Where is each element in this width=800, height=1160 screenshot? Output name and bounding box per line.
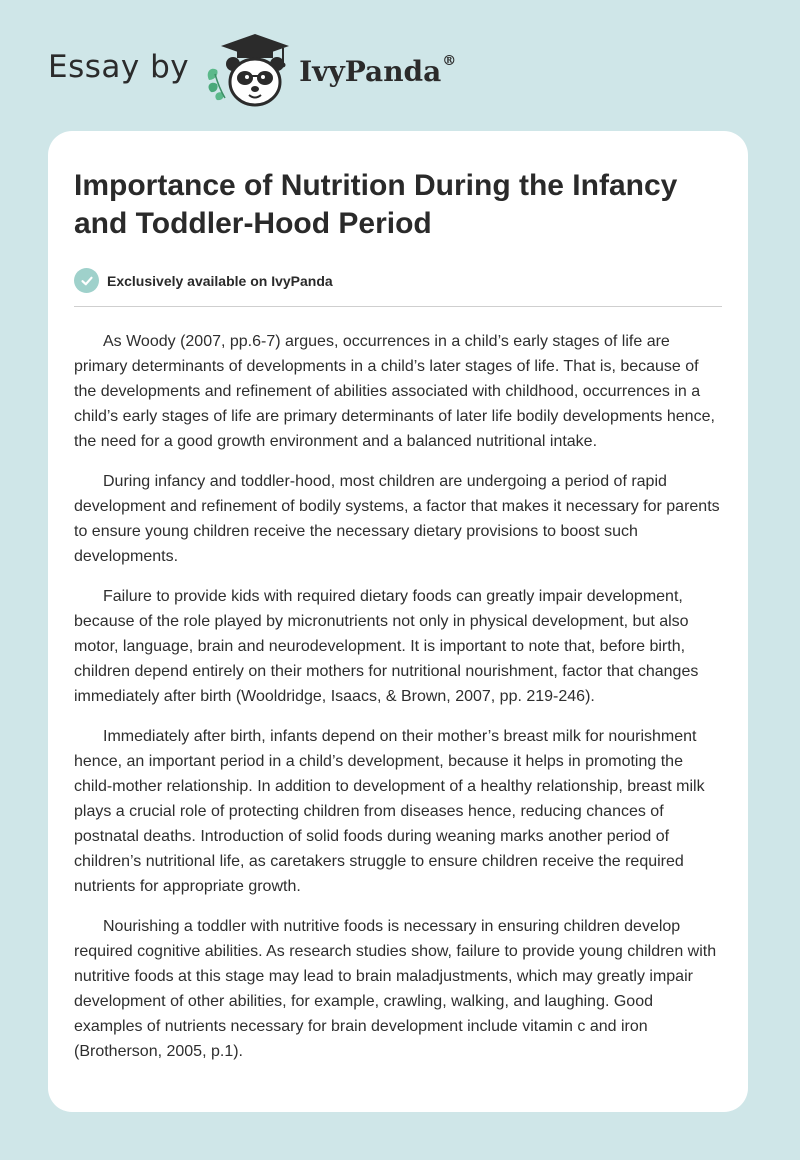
paragraph: Failure to provide kids with required dietary foods can greatly impair development, because of the role played by micronutrients not only in physical development, but also motor, language, brain and neurodevelopment. It is important to note that, before birth, children depend entirely on their mothers for nutritional nourishment, factor that changes immediately after birth (Wooldridge, Isaacs, & Brown, 2007, pp. 219-246). bbox=[74, 588, 699, 705]
exclusive-badge bbox=[74, 268, 722, 293]
brand-name[interactable] bbox=[299, 52, 457, 88]
registered-mark: ® bbox=[442, 52, 457, 69]
essay-title: Importance of Nutrition During the Infancy and Toddler-Hood Period bbox=[74, 169, 678, 240]
paragraph: Nourishing a toddler with nutritive foods is necessary in ensuring children develop required cognitive abilities. As research studies show, failure to provide young children with nutritive foods at this stage may lead to brain maladjustments, which may greatly impair development of other abilities, for example, crawling, walking, and laughing. Good examples of nutrients necessary for brain development include vitamin c and iron (Brotherson, 2005, p.1). bbox=[74, 918, 717, 1060]
exclusive-label: Exclusively available on IvyPanda bbox=[107, 272, 333, 289]
essay-by-label: Essay by bbox=[48, 49, 190, 85]
paragraph: Immediately after birth, infants depend on their mother’s breast milk for nourishment hence, an important period in a child’s development, because it helps in promoting the child-mother relationship. In addition to development of a healthy relationship, breast milk plays a crucial role of protecting children from diseases hence, reducing chances of postnatal deaths. Introduction of solid foods during weaning marks another period of children’s nutritional life, as caretakers struggle to ensure children receive the required nutrients for appropriate growth. bbox=[74, 728, 705, 895]
ivypanda-logo-icon[interactable] bbox=[203, 30, 295, 110]
brand-text: IvyPanda bbox=[299, 54, 442, 88]
check-icon bbox=[74, 268, 99, 293]
essay-card bbox=[48, 131, 748, 1112]
paragraph: During infancy and toddler-hood, most children are undergoing a period of rapid development and refinement of bodily systems, a factor that makes it necessary for parents to ensure young children receive the necessary dietary provisions to boost such developments. bbox=[74, 473, 720, 565]
site-header bbox=[48, 30, 456, 110]
paragraph: As Woody (2007, pp.6-7) argues, occurrences in a child’s early stages of life are primary determinants of developments in a child’s later stages of life. That is, because of the developments and refinement of abilities associated with childhood, occurrences in a child’s early stages of life are primary determinants of later life bodily developments hence, the need for a good growth environment and a balanced nutritional intake. bbox=[74, 333, 715, 450]
divider bbox=[74, 306, 722, 307]
essay-body bbox=[74, 329, 722, 1064]
